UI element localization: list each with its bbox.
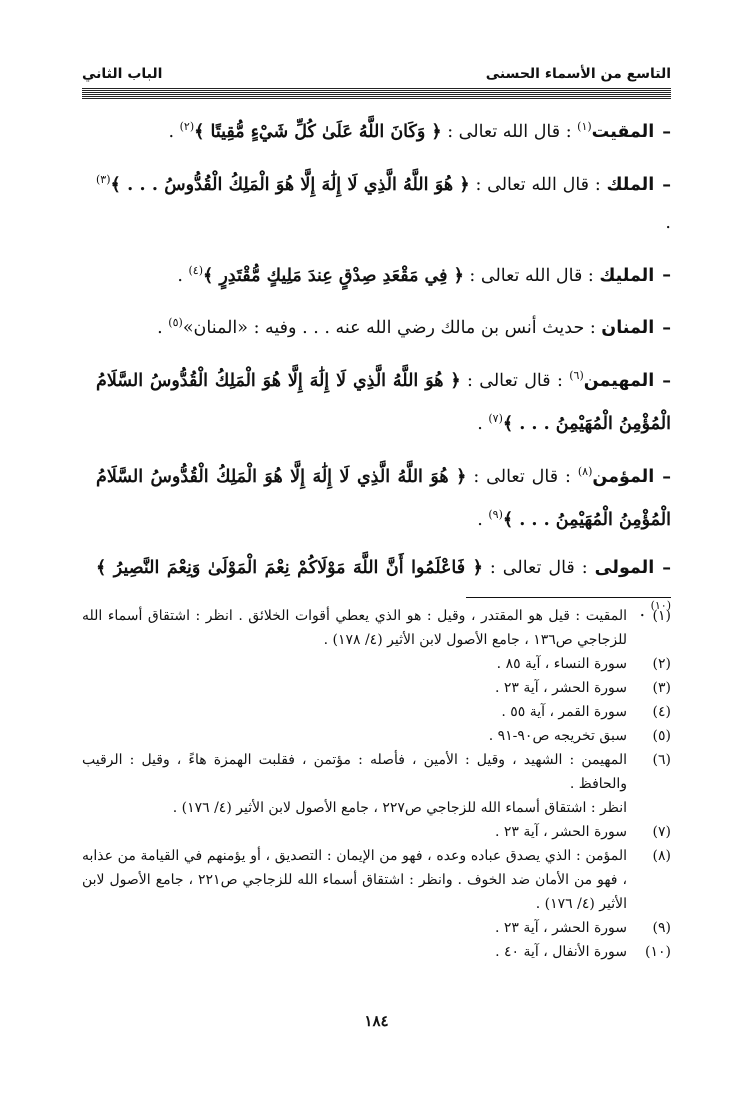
footnote-mark: (٨): [577, 464, 593, 478]
footnote: [82, 724, 671, 748]
entry-term: المقيت: [591, 121, 655, 142]
entry-intro: : قال تعالى :: [460, 371, 570, 392]
entry-intro: : قال الله تعالى :: [463, 265, 600, 286]
footnote-mark: (٦): [569, 369, 584, 383]
entry-term: المليك: [599, 265, 655, 286]
footnote-separator: [466, 597, 671, 598]
footnote: [82, 748, 671, 796]
entry-mannan: –المنان : حديث أنس بن مالك رضي الله عنه . . . وفيه : «المنان»$^{(٥)}$ .: [157, 316, 671, 339]
entry-mawla: –المولى : قال تعالى : ﴿ فَاعْلَمُوا أَنَّ اللَّهَ مَوْلَاكُمْ نِعْمَ الْمَوْلَىٰ وَنِعْمَ النَّصِيرُ ﴾$^{(١٠)}$ .: [96, 557, 671, 621]
footnote-number: (٣): [652, 680, 671, 696]
footnote-text: سورة القمر ، آية ٥٥ .: [501, 704, 627, 720]
entry-term: المؤمن: [592, 466, 655, 487]
footnotes: [82, 604, 671, 964]
entry-malik-2: –المليك : قال الله تعالى : ﴿ فِي مَقْعَدِ صِدْقٍ عِندَ مَلِيكٍ مُّقْتَدِرٍ ﴾$^{(٤)}$ .: [177, 263, 671, 286]
entry-term: المنان: [601, 318, 655, 339]
footnote-mark: (٣): [96, 172, 111, 186]
quran-quote: ﴿ هُوَ اللَّهُ الَّذِي لَا إِلَٰهَ إِلَّا هُوَ الْمَلِكُ الْقُدُّوسُ . . . ﴾: [110, 174, 470, 195]
entry-muqit: –المقيت$^{(١)}$ : قال الله تعالى : ﴿ وَكَانَ اللَّهُ عَلَىٰ كُلِّ شَيْءٍ مُّقِيتًا ﴾$^{(٢)}$ .: [168, 120, 671, 142]
quran-quote: ﴿ هُوَ اللَّهُ الَّذِي لَا إِلَٰهَ إِلَّا هُوَ الْمَلِكُ الْقُدُّوسُ السَّلَامُ الْمُؤْمِنُ الْمُهَيْمِنُ . . . ﴾: [96, 371, 671, 434]
entry-intro: : قال تعالى :: [466, 466, 578, 487]
page-number: ١٨٤: [364, 1012, 389, 1030]
footnote: [82, 700, 671, 724]
section-title: التاسع من الأسماء الحسنى: [485, 66, 671, 82]
footnote-mark: (٤): [188, 263, 203, 277]
footnote-text: سورة الأنفال ، آية ٤٠ .: [495, 944, 627, 960]
footnote-number: (٥): [652, 728, 671, 744]
entry-intro: : قال الله تعالى :: [441, 121, 578, 142]
footnote: [82, 652, 671, 676]
footnote-text: المهيمن : الشهيد ، وقيل : الأمين ، فأصله : مؤتمن ، فقلبت الهمزة هاءً ، وقيل : الرقيب والحافظ .: [82, 752, 627, 792]
footnote: [82, 676, 671, 700]
footnote-number: (٦): [652, 752, 671, 768]
footnote-mark: (٢): [179, 120, 195, 133]
entry-intro: : قال تعالى :: [482, 557, 595, 578]
entry-malik: –الملك : قال الله تعالى : ﴿ هُوَ اللَّهُ الَّذِي لَا إِلَٰهَ إِلَّا هُوَ الْمَلِكُ الْقُدُّوسُ . . . ﴾$^{(٣)}$ .: [96, 172, 671, 233]
entry-muhaymin: –المهيمن$^{(٦)}$ : قال تعالى : ﴿ هُوَ اللَّهُ الَّذِي لَا إِلَٰهَ إِلَّا هُوَ الْمَلِكُ الْقُدُّوسُ السَّلَامُ الْمُؤْمِنُ الْمُهَيْمِنُ . . . ﴾$^{(٧)}$ .: [96, 369, 671, 434]
footnote-text: سبق تخريجه ص٩٠-٩١ .: [488, 728, 627, 744]
entry-intro: : حديث أنس بن مالك رضي الله عنه . . . وفيه : «المنان»: [182, 318, 602, 339]
quran-quote: ﴿ فَاعْلَمُوا أَنَّ اللَّهَ مَوْلَاكُمْ نِعْمَ الْمَوْلَىٰ وَنِعْمَ النَّصِيرُ ﴾: [96, 557, 483, 578]
entry-term: المولى: [594, 557, 655, 578]
footnote-text: المقيت : قيل هو المقتدر ، وقيل : هو الذي يعطي أقوات الخلائق . انظر : اشتقاق أسماء الله للزجاجي ص١٣٦ ، جامع الأصول لابن الأثير (٤/ ١٧٨) .: [82, 608, 627, 648]
footnote-mark: (١٠): [650, 598, 671, 612]
footnote-mark: (٩): [488, 507, 503, 521]
footnote-number: (١٠): [645, 944, 671, 960]
footnote: [82, 604, 671, 652]
footnote-text: سورة الحشر ، آية ٢٣ .: [494, 824, 627, 840]
footnote-number: (٤): [652, 704, 671, 720]
entry-term: الملك: [606, 174, 655, 195]
entry-term: المهيمن: [583, 371, 655, 392]
footnote-number: (١): [652, 608, 671, 624]
footnote-mark: (١): [577, 120, 592, 133]
footnote: [82, 844, 671, 916]
footnote-text: انظر : اشتقاق أسماء الله للزجاجي ص٢٢٧ ، جامع الأصول لابن الأثير (٤/ ١٧٦) .: [172, 800, 627, 816]
quran-quote: ﴿ وَكَانَ اللَّهُ عَلَىٰ كُلِّ شَيْءٍ مُّقِيتًا ﴾: [194, 121, 442, 142]
footnote-mark: (٥): [168, 316, 183, 330]
footnote: [82, 820, 671, 844]
entry-mumin: –المؤمن$^{(٨)}$ : قال تعالى : ﴿ هُوَ اللَّهُ الَّذِي لَا إِلَٰهَ إِلَّا هُوَ الْمَلِكُ الْقُدُّوسُ السَّلَامُ الْمُؤْمِنُ الْمُهَيْمِنُ . . . ﴾$^{(٩)}$ .: [96, 464, 671, 530]
footnote-text: سورة الحشر ، آية ٢٣ .: [494, 680, 627, 696]
footnote-number: (٧): [652, 824, 671, 840]
footnote: [82, 940, 671, 964]
running-header: [82, 64, 671, 86]
footnote-text: المؤمن : الذي يصدق عباده وعده ، فهو من الإيمان : التصديق ، أو يؤمنهم في القيامة من عذابه ، فهو من الأمان ضد الخوف . وانظر : اشتقاق أسماء الله للزجاجي ص٢٢١ ، جامع الأصول لابن الأثير (٤/ ١٧٦) .: [82, 848, 627, 912]
entry-intro: : قال الله تعالى :: [469, 174, 607, 195]
quran-quote: ﴿ فِي مَقْعَدِ صِدْقٍ عِندَ مَلِيكٍ مُّقْتَدِرٍ ﴾: [203, 265, 464, 286]
footnote-number: (٨): [652, 848, 671, 864]
header-rule: [82, 88, 671, 100]
footnote-text: سورة الحشر ، آية ٢٣ .: [494, 920, 627, 936]
quran-quote: ﴿ هُوَ اللَّهُ الَّذِي لَا إِلَٰهَ إِلَّا هُوَ الْمَلِكُ الْقُدُّوسُ السَّلَامُ الْمُؤْمِنُ الْمُهَيْمِنُ . . . ﴾: [96, 466, 671, 530]
footnote-number: (٢): [652, 656, 671, 672]
chapter-title: الباب الثاني: [82, 66, 163, 82]
footnote-continuation: [82, 796, 671, 820]
main-text: [96, 108, 671, 639]
footnote: [82, 916, 671, 940]
footnote-text: سورة النساء ، آية ٨٥ .: [496, 656, 627, 672]
footnote-mark: (٧): [488, 412, 503, 426]
footnote-number: (٩): [652, 920, 671, 936]
